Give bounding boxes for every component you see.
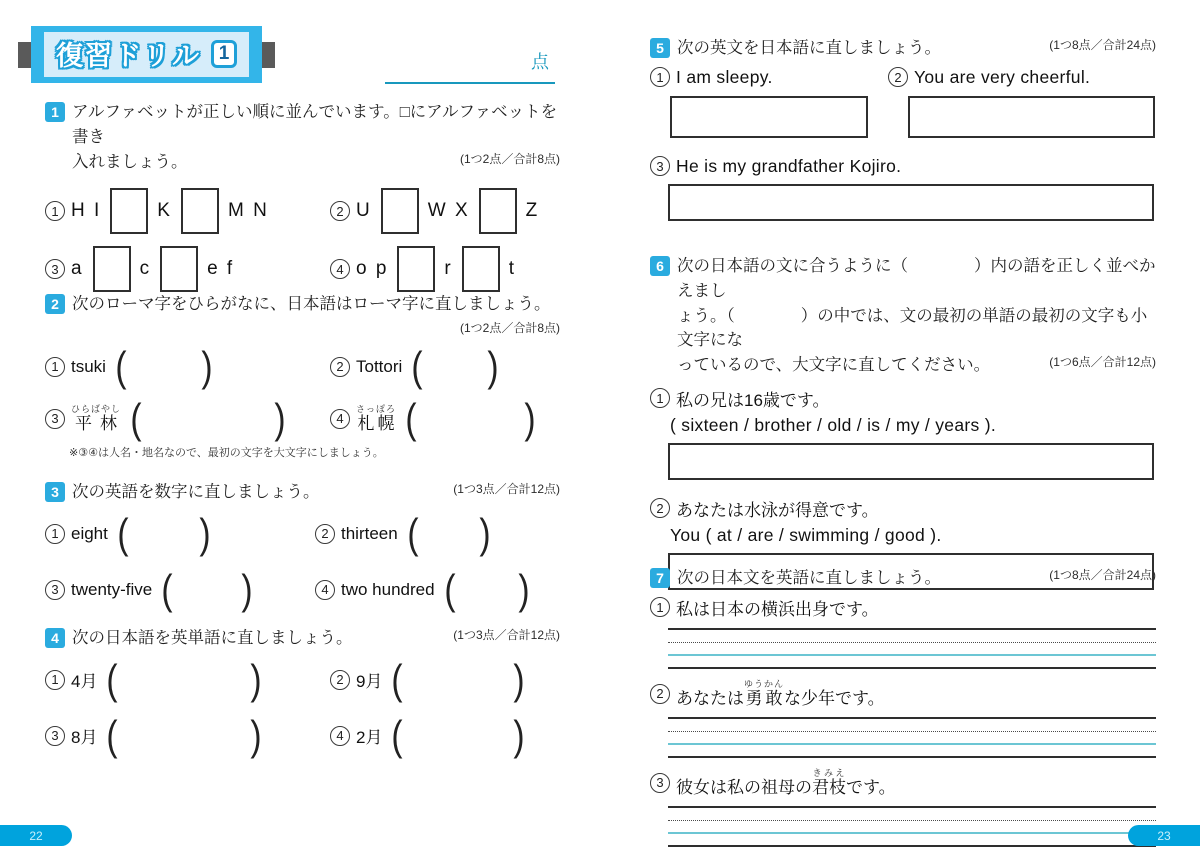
q6-prompt-wrap <box>677 254 1156 378</box>
q6-prompt-line3-row <box>677 353 1156 378</box>
score-label: 点 <box>531 52 549 72</box>
q1-item-4-box-2 <box>462 246 500 292</box>
q1-badge: 1 <box>45 102 65 122</box>
q4-item-1-answer-parens <box>105 659 263 701</box>
q2-item-3-label: 平林ひらばやし <box>71 403 122 433</box>
q2-prompt-wrap <box>72 292 560 317</box>
q2-item-4-answer-parens <box>404 398 537 440</box>
banner-right-stub <box>262 42 275 68</box>
question-4 <box>45 626 560 757</box>
q3-item-1-answer-parens <box>116 513 212 555</box>
q4-badge: 4 <box>45 628 65 648</box>
q6-prompt-line1: 次の日本語の文に合うように（ ）内の語を正しく並べかえまし <box>677 257 1156 300</box>
banner-left-stub <box>18 42 31 68</box>
q3-points: (1つ3点／合計12点) <box>453 482 560 496</box>
q5-row-1 <box>650 67 1156 138</box>
q1-item-1-mid: K <box>157 200 172 222</box>
q2-item-2-label: Tottori <box>356 356 403 376</box>
q3-item-1-label: eight <box>71 523 108 543</box>
q1-item-3-mid: c <box>139 258 152 280</box>
q5-item-1-number: 1 <box>650 67 670 87</box>
banner-inner <box>44 32 249 77</box>
q4-item-4-label: 2月 <box>356 728 383 748</box>
q5-badge: 5 <box>650 38 670 58</box>
q3-prompt-wrap <box>72 480 560 505</box>
q1-item-4-box-1 <box>397 246 435 292</box>
q3-badge: 3 <box>45 482 65 502</box>
q2-row-2 <box>45 398 560 440</box>
q1-item-1-number: 1 <box>45 201 65 221</box>
question-1 <box>45 100 560 298</box>
q4-prompt: 次の日本語を英単語に直しましょう。 <box>72 629 353 647</box>
q5-item-2-sentence: You are very cheerful. <box>914 66 1091 87</box>
score-line <box>385 44 555 84</box>
q1-item-3 <box>45 240 330 298</box>
q1-item-3-box-2 <box>160 246 198 292</box>
q2-note: ※③④は人名・地名なので、最初の文字を大文字にしましょう。 <box>69 446 384 459</box>
q1-item-2-post: Z <box>525 200 540 222</box>
q5-item-2-answer-box <box>908 96 1155 138</box>
q6-item-1 <box>650 386 1156 480</box>
q1-item-3-box-1 <box>93 246 131 292</box>
q4-row-1 <box>45 659 560 701</box>
q4-item-3-number: 3 <box>45 726 65 746</box>
q6-item-2-words: You ( at / are / swimming / good ). <box>670 524 942 545</box>
q2-item-2 <box>330 346 560 388</box>
q2-item-4 <box>330 398 560 440</box>
q7-item-1-japanese: 私は日本の横浜出身です。 <box>676 599 879 619</box>
q3-item-3-number: 3 <box>45 580 65 600</box>
q1-item-4-number: 4 <box>330 259 350 279</box>
q6-points: (1つ6点／合計12点) <box>1049 355 1156 369</box>
q2-item-1-answer-parens <box>114 346 214 388</box>
q7-item-1-writing-guide <box>668 628 1156 669</box>
question-7 <box>650 566 1156 847</box>
question-2 <box>45 292 560 460</box>
q4-item-3 <box>45 715 330 757</box>
q4-item-1-number: 1 <box>45 670 65 690</box>
question-5 <box>650 36 1156 221</box>
q1-item-2-box-2 <box>479 188 517 234</box>
q7-item-3 <box>650 768 1156 847</box>
q3-header <box>45 480 560 505</box>
q1-item-2 <box>330 182 560 240</box>
q3-item-3 <box>45 569 315 611</box>
q1-item-4-pre: o p <box>356 258 389 280</box>
q6-item-1-japanese: 私の兄は16歳です。 <box>676 390 830 410</box>
page-number-right: 23 <box>1128 825 1200 846</box>
q3-item-2 <box>315 513 560 555</box>
q3-item-2-number: 2 <box>315 524 335 544</box>
q2-item-3 <box>45 398 330 440</box>
q6-header <box>650 254 1156 378</box>
q7-header <box>650 566 1156 591</box>
q1-items <box>45 182 560 298</box>
q4-item-4 <box>330 715 560 757</box>
q1-points: (1つ2点／合計8点) <box>459 151 560 166</box>
q2-item-4-number: 4 <box>330 409 350 429</box>
q1-item-3-number: 3 <box>45 259 65 279</box>
q3-row-1 <box>45 513 560 555</box>
q3-item-2-answer-parens <box>406 513 492 555</box>
q1-item-4 <box>330 240 560 298</box>
q5-item-1 <box>650 67 888 138</box>
q4-item-1 <box>45 659 330 701</box>
q1-item-1 <box>45 182 330 240</box>
q4-item-2-label: 9月 <box>356 672 383 692</box>
q4-header <box>45 626 560 651</box>
page-right <box>600 0 1200 854</box>
q1-prompt-line2: 入れましょう。 <box>72 152 188 171</box>
q5-points: (1つ8点／合計24点) <box>1049 38 1156 52</box>
q1-item-1-pre: H I <box>71 200 102 222</box>
question-3 <box>45 480 560 611</box>
q4-item-2 <box>330 659 560 701</box>
q1-item-4-post: t <box>508 258 517 280</box>
q1-header <box>45 100 560 174</box>
banner-body <box>31 26 262 83</box>
q3-item-2-label: thirteen <box>341 523 398 543</box>
q2-item-1 <box>45 346 330 388</box>
q2-item-1-number: 1 <box>45 357 65 377</box>
q6-item-1-words: ( sixteen / brother / old / is / my / years ). <box>670 414 996 435</box>
q5-prompt-wrap <box>677 36 1156 61</box>
q5-item-3 <box>650 156 1156 221</box>
q5-item-3-sentence: He is my grandfather Kojiro. <box>676 155 902 176</box>
q6-prompt-line2: ょう。（ ）の中では、文の最初の単語の最初の文字も小文字にな <box>677 306 1148 350</box>
q1-item-3-pre: a <box>71 258 84 280</box>
q3-item-1 <box>45 513 315 555</box>
q5-item-2-number: 2 <box>888 67 908 87</box>
q7-item-1 <box>650 595 1156 669</box>
q6-item-2-japanese: あなたは水泳が得意です。 <box>676 500 879 520</box>
q1-item-2-mid: W X <box>427 200 470 222</box>
q1-item-1-post: M N <box>227 200 269 222</box>
q3-item-3-label: twenty-five <box>71 579 153 599</box>
q5-item-3-number: 3 <box>650 156 670 176</box>
q2-item-3-answer-parens <box>129 398 287 440</box>
q7-item-3-japanese: 彼女は私の祖母の 君枝きみえ です。 <box>676 767 896 797</box>
q2-item-4-label: 札幌さっぽろ <box>356 403 397 433</box>
q5-item-1-sentence: I am sleepy. <box>676 66 773 87</box>
q1-item-1-box-1 <box>110 188 148 234</box>
q2-header <box>45 292 560 317</box>
drill-title: 復習ドリル <box>56 41 201 71</box>
q2-item-1-label: tsuki <box>71 356 106 376</box>
q4-item-1-label: 4月 <box>71 672 98 692</box>
q2-prompt: 次のローマ字をひらがなに、日本語はローマ字に直しましょう。 <box>72 295 551 313</box>
q7-item-3-writing-guide <box>668 806 1156 847</box>
q3-prompt: 次の英語を数字に直しましょう。 <box>72 483 320 501</box>
q1-item-2-box-1 <box>381 188 419 234</box>
q6-badge: 6 <box>650 256 670 276</box>
q5-item-3-answer-box <box>668 184 1154 221</box>
q7-item-2 <box>650 679 1156 758</box>
q7-badge: 7 <box>650 568 670 588</box>
q2-item-2-number: 2 <box>330 357 350 377</box>
q5-header <box>650 36 1156 61</box>
q7-item-2-japanese: あなたは 勇敢ゆうかん な少年です。 <box>676 678 885 708</box>
q4-item-4-answer-parens <box>390 715 526 757</box>
q1-item-1-box-2 <box>181 188 219 234</box>
q7-points: (1つ8点／合計24点) <box>1049 568 1156 582</box>
q6-item-2-number: 2 <box>650 498 670 518</box>
q7-item-1-number: 1 <box>650 597 670 617</box>
q7-item-2-number: 2 <box>650 684 670 704</box>
q3-item-4-number: 4 <box>315 580 335 600</box>
q4-prompt-wrap <box>72 626 560 651</box>
q1-prompt-line1: アルファベットが正しい順に並んでいます。□にアルファベットを書き <box>72 103 558 146</box>
q3-item-4 <box>315 569 560 611</box>
q2-row-1 <box>45 346 560 388</box>
q6-prompt-line3: っているので、大文字に直してください。 <box>677 356 991 374</box>
page-number-left: 22 <box>0 825 72 846</box>
q4-row-2 <box>45 715 560 757</box>
q3-item-4-answer-parens <box>443 569 531 611</box>
q4-item-3-label: 8月 <box>71 728 98 748</box>
q2-badge: 2 <box>45 294 65 314</box>
q3-item-4-label: two hundred <box>341 579 435 599</box>
q1-prompt-line2-row <box>72 150 560 175</box>
q2-item-3-number: 3 <box>45 409 65 429</box>
q1-item-2-number: 2 <box>330 201 350 221</box>
q4-item-2-number: 2 <box>330 670 350 690</box>
q5-prompt: 次の英文を日本語に直しましょう。 <box>677 39 941 57</box>
q1-item-2-pre: U <box>356 200 372 222</box>
q6-item-1-number: 1 <box>650 388 670 408</box>
q4-item-2-answer-parens <box>390 659 526 701</box>
question-6 <box>650 254 1156 590</box>
q1-prompt <box>72 100 560 174</box>
q1-item-3-post: e f <box>207 258 235 280</box>
q2-points: (1つ2点／合計8点) <box>459 320 560 335</box>
q5-item-1-answer-box <box>670 96 868 138</box>
q4-item-4-number: 4 <box>330 726 350 746</box>
q7-prompt-wrap <box>677 566 1156 591</box>
q3-item-3-answer-parens <box>160 569 254 611</box>
q7-item-2-writing-guide <box>668 717 1156 758</box>
q4-item-3-answer-parens <box>105 715 263 757</box>
drill-number: 1 <box>211 40 237 68</box>
q7-item-3-number: 3 <box>650 773 670 793</box>
q2-item-2-answer-parens <box>410 346 500 388</box>
q6-item-1-answer-box <box>668 443 1154 480</box>
q4-points: (1つ3点／合計12点) <box>453 628 560 642</box>
q3-row-2 <box>45 569 560 611</box>
q3-item-1-number: 1 <box>45 524 65 544</box>
q1-item-4-mid: r <box>444 258 453 280</box>
q7-prompt: 次の日本文を英語に直しましょう。 <box>677 569 941 587</box>
drill-title-banner <box>18 26 275 83</box>
q5-item-2 <box>888 67 1156 138</box>
